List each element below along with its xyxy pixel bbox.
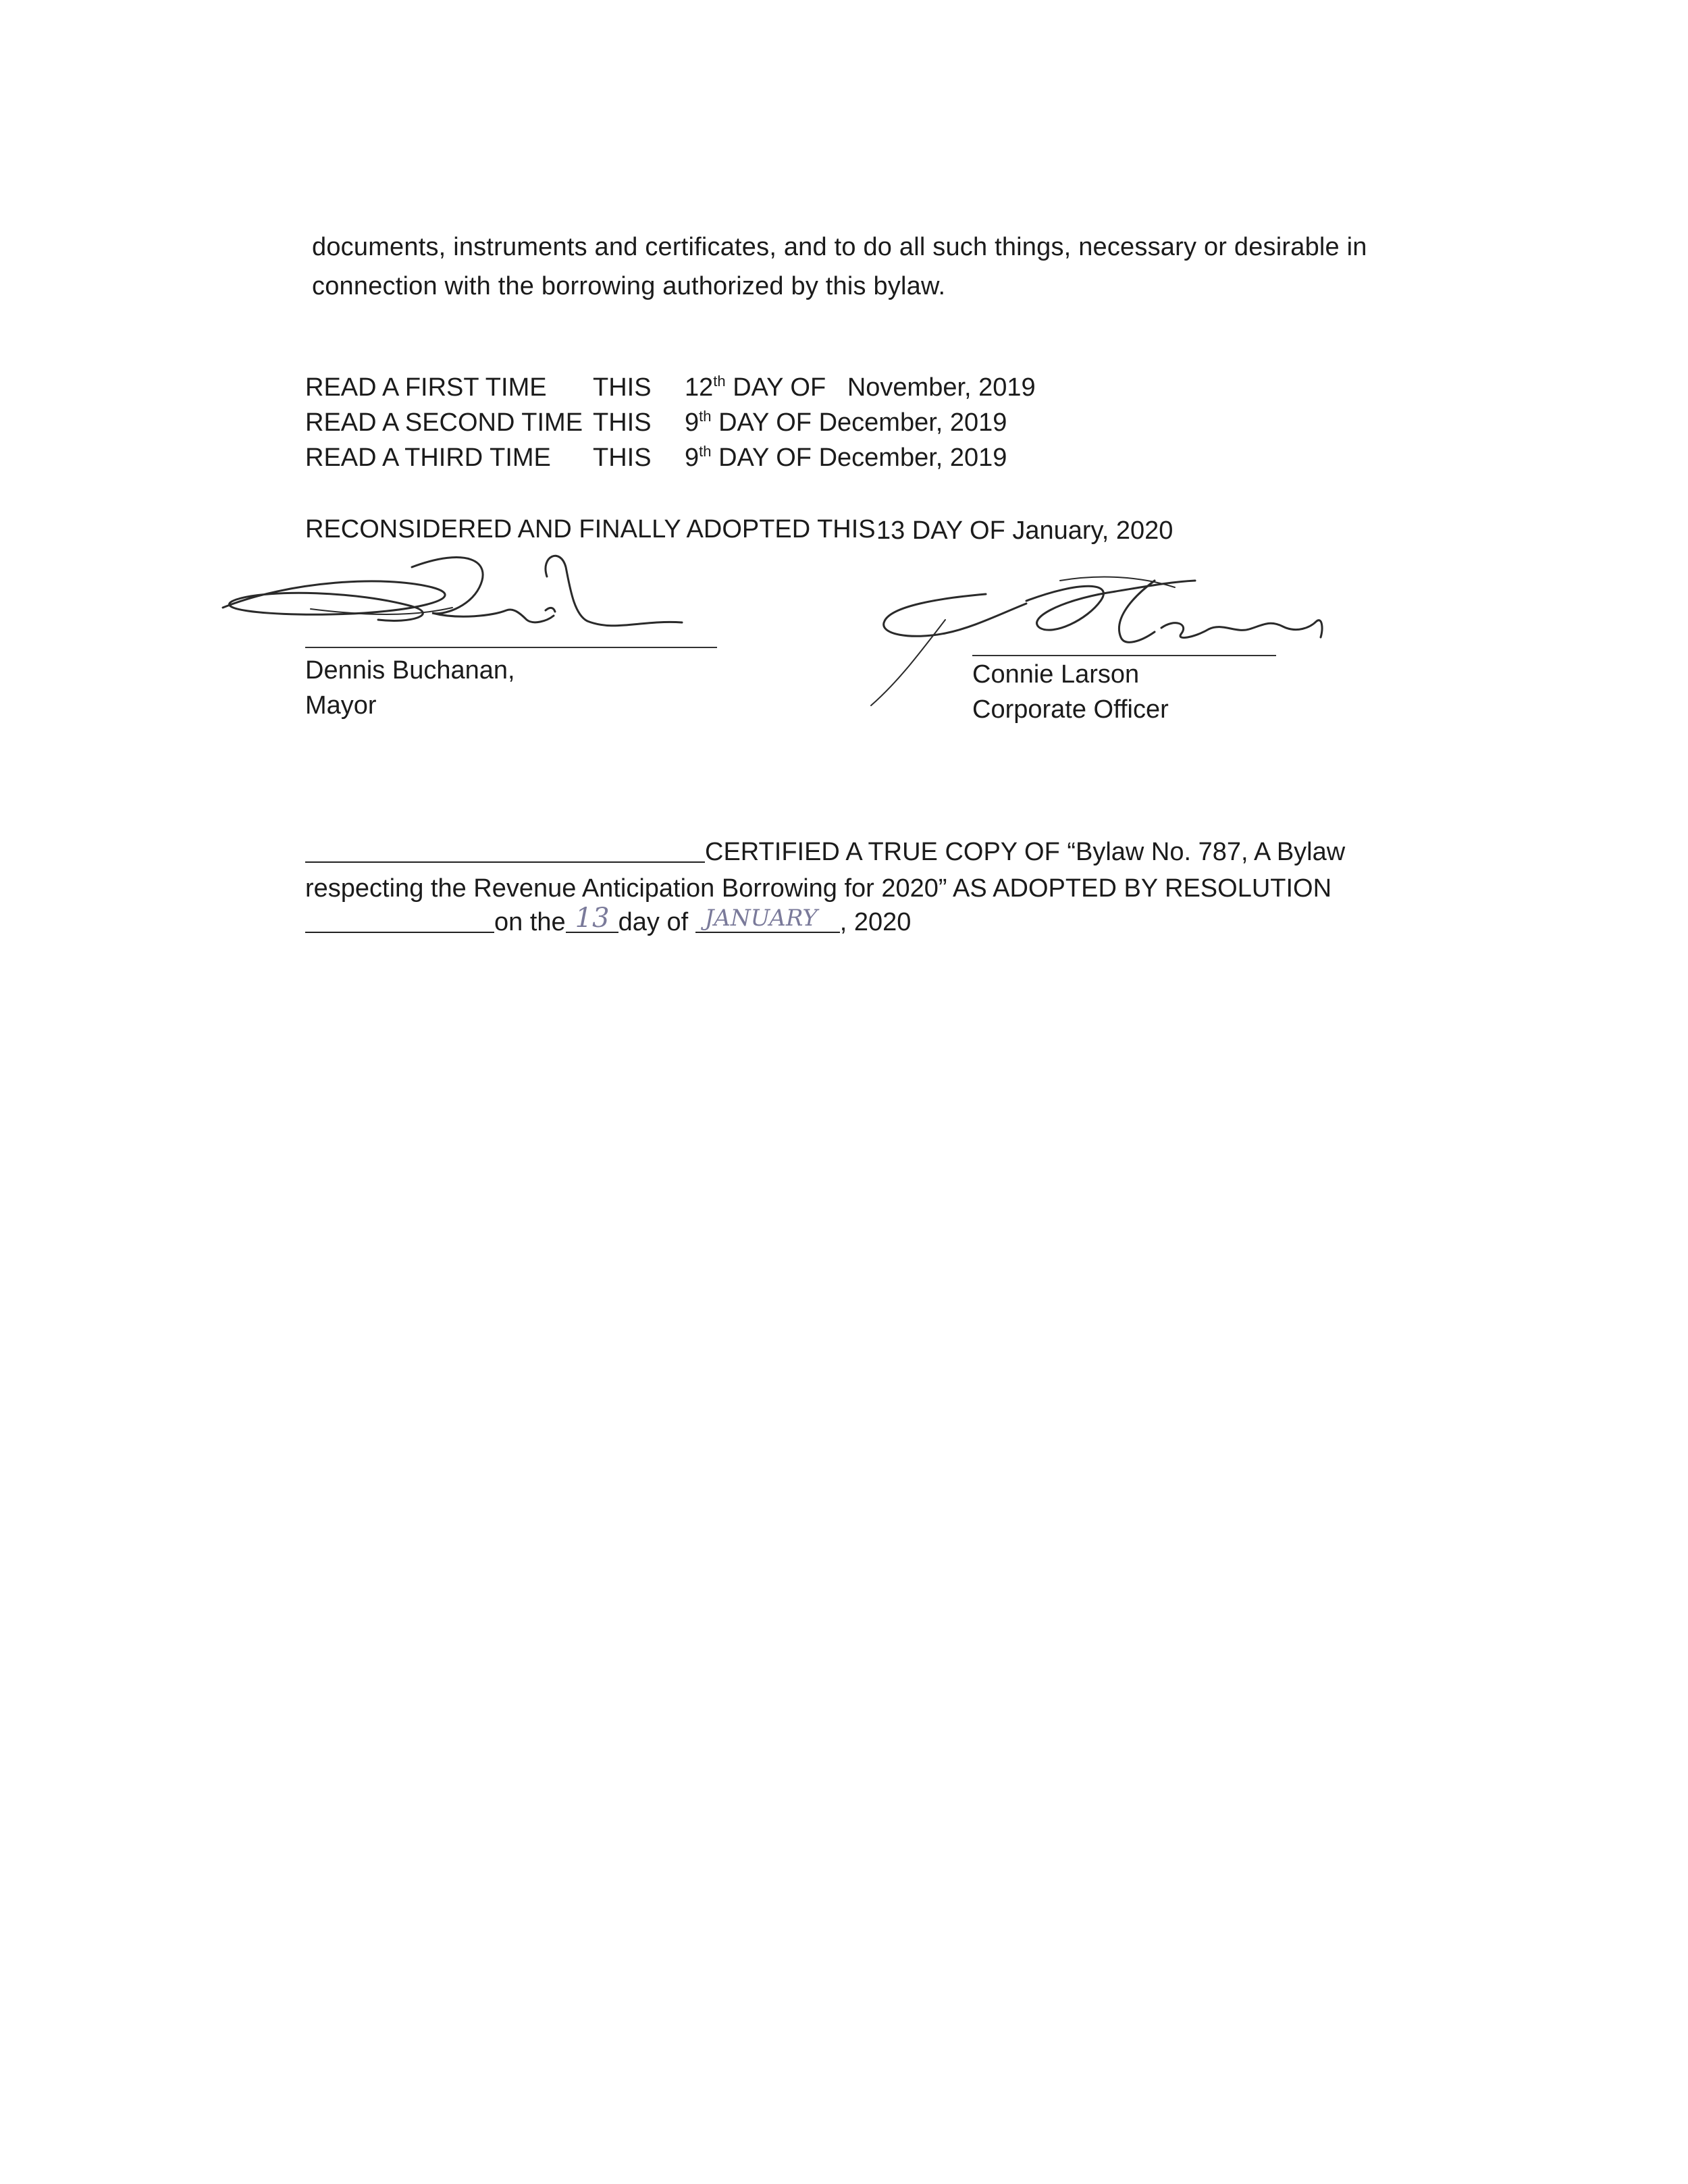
certification-line-1 [305, 834, 1345, 870]
signatory-title-left: Mayor [305, 691, 377, 720]
day-suffix: th [699, 443, 712, 460]
reading-day [685, 440, 1007, 475]
month-blank [695, 907, 840, 933]
certification-text-1: CERTIFIED A TRUE COPY OF “Bylaw No. 787, A Bylaw [705, 838, 1346, 866]
certification-line-3 [305, 905, 911, 940]
paragraph-line-2: connection with the borrowing authorized by this bylaw. [312, 272, 946, 300]
paragraph-line-1: documents, instruments and certificates, and to do all such things, necessary or desirable in [312, 233, 1367, 261]
reading-label: READ A SECOND TIME [305, 408, 583, 437]
signatory-name-right: Connie Larson [972, 660, 1140, 689]
certification-line-2: respecting the Revenue Anticipation Borrowing for 2020” AS ADOPTED BY RESOLUTION [305, 874, 1332, 903]
signature-buchanan [209, 540, 722, 662]
day-suffix: th [713, 373, 726, 390]
day-number: 9 [685, 408, 700, 437]
certification-signature-blank [305, 837, 705, 863]
certification-date-blank [305, 907, 494, 933]
reading-this: THIS [593, 444, 652, 472]
reading-this: THIS [593, 408, 652, 437]
day-blank [566, 903, 618, 934]
day-of-label: day of [618, 908, 689, 936]
day-rest: DAY OF November, 2019 [733, 373, 1036, 402]
on-the-label: on the [494, 908, 566, 936]
signatory-name-left: Dennis Buchanan, [305, 656, 515, 685]
reading-label: READ A THIRD TIME [305, 444, 551, 472]
signatory-title-right: Corporate Officer [972, 695, 1169, 724]
day-number: 9 [685, 444, 700, 472]
reading-this: THIS [593, 373, 652, 402]
day-number: 12 [685, 373, 714, 402]
day-rest: DAY OF December, 2019 [718, 444, 1007, 472]
reading-day [685, 370, 1036, 405]
handwritten-month: JANUARY [704, 905, 818, 932]
day-rest: DAY OF December, 2019 [718, 408, 1007, 437]
reading-label: READ A FIRST TIME [305, 373, 547, 402]
signature-line-left [305, 647, 717, 648]
adoption-date: 13 DAY OF January, 2020 [876, 516, 1173, 545]
adoption-label: RECONSIDERED AND FINALLY ADOPTED THIS [305, 515, 876, 543]
reading-day [685, 405, 1007, 440]
year-label: , 2020 [839, 908, 912, 936]
handwritten-day: 13 [575, 903, 610, 934]
day-suffix: th [699, 408, 712, 425]
